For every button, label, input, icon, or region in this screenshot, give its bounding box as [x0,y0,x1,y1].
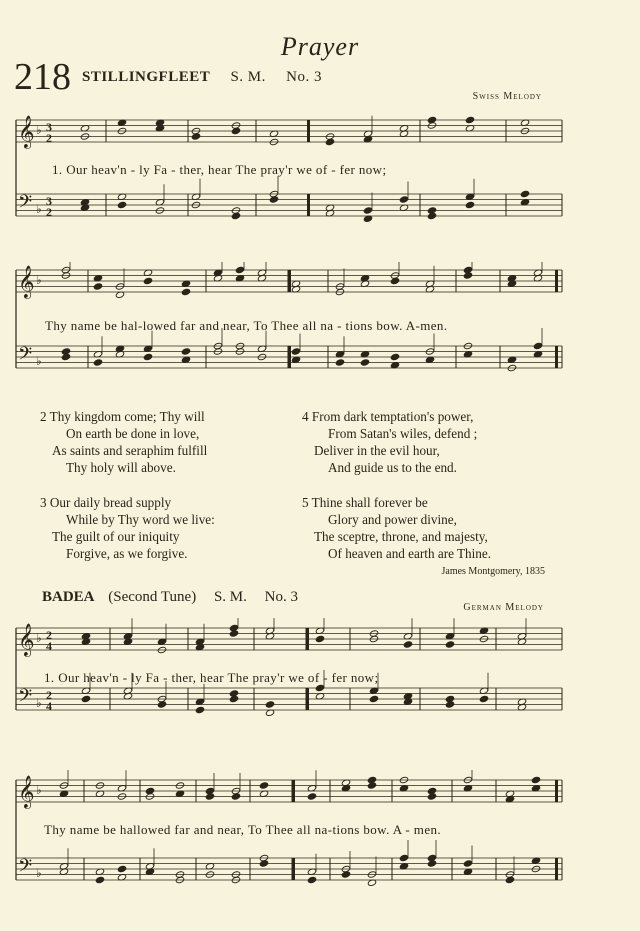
time-signature: 3 [46,194,52,208]
tune-ref: No. 3 [286,69,322,85]
note-head [95,876,104,884]
verse-line: Forgive, as we forgive. [66,546,188,561]
flat-icon: ♭ [36,783,42,797]
note-head [307,876,316,884]
note-head [533,342,542,350]
verse-5 [302,494,491,562]
flat-icon: ♭ [36,354,42,368]
lyrics-line-2: Thy name be hal-lowed far and near, To Thee all na - tions bow. A-men. [45,318,448,333]
verse-line: Deliver in the evil hour, [314,443,440,458]
verse-line: 4 From dark temptation's power, [302,409,474,424]
note-head [399,854,408,862]
note-head [369,695,378,703]
verse-line: The guilt of our iniquity [52,529,180,544]
double-bar-line [288,346,291,368]
verse-line: Thy holy will above. [66,460,176,475]
verse-4 [302,408,477,476]
tune-subtitle: (Second Tune) [108,589,197,605]
tune-name: STILLINGFLEET [82,69,211,85]
note-head [93,283,102,291]
flat-icon: ♭ [36,202,42,216]
note-head [181,348,190,356]
note-head [195,706,204,714]
verse-line: Glory and power divine, [328,512,457,527]
verse-line: 3 Our daily bread supply [40,495,172,510]
note-head [465,116,474,124]
note-head [93,359,102,367]
note-head [445,641,454,649]
lyrics-line-4: Thy name be hallowed far and near, To Thee all na-tions bow. A - men. [44,822,442,837]
flat-icon: ♭ [36,273,42,287]
flat-icon: ♭ [36,696,42,710]
flat-icon: ♭ [36,631,42,645]
double-bar-line [555,270,558,292]
lyrics-line-3: 1. Our heav'n - ly Fa - ther, hear The pray'r we of - fer now; [44,670,379,685]
lyrics-line-1: 1. Our heav'n - ly Fa - ther, hear The pray'r we of - fer now; [52,162,387,177]
double-bar-line [555,780,558,802]
hymn-number: 218 [14,56,71,98]
bass-clef-icon: 𝄢 [18,856,33,881]
verse-line: The sceptre, throne, and majesty, [314,529,488,544]
note-head [315,635,324,643]
double-bar-line [292,858,295,880]
tune-ref: No. 3 [264,589,298,605]
verse-author: James Montgomery, 1835 [441,566,545,577]
bass-clef-icon: 𝄢 [18,686,33,711]
note-head [143,353,152,361]
bass-clef-icon: 𝄢 [18,192,33,217]
verse-2 [40,408,207,476]
note-head [403,641,412,649]
bass-clef-icon: 𝄢 [18,344,33,369]
note-head [399,196,408,204]
note-head [235,266,244,274]
double-bar-line [555,858,558,880]
tune-name: BADEA [42,589,95,605]
note-head [335,359,344,367]
time-signature: 4 [46,639,52,653]
note-head [265,701,274,709]
verse-line: While by Thy word we live: [66,512,215,527]
note-head [291,348,300,356]
note-head [143,277,152,285]
verse-line: And guide us to the end. [328,460,457,475]
time-signature: 3 [46,120,52,134]
note-head [181,288,190,296]
time-signature: 4 [46,699,52,713]
tune-origin: Swiss Melody [472,91,542,102]
note-head [531,776,540,784]
verse-3 [40,494,215,562]
double-bar-line [307,120,310,142]
double-bar-line [306,628,309,650]
time-signature: 2 [46,688,52,702]
double-bar-line [307,194,310,216]
section-title: Prayer [280,32,360,61]
note-head [117,201,126,209]
treble-clef-icon: 𝄞 [18,623,35,656]
note-head [259,782,268,790]
treble-clef-icon: 𝄞 [18,775,35,808]
treble-clef-icon: 𝄞 [18,115,35,148]
tune-origin: German Melody [463,602,544,613]
time-signature: 2 [46,131,52,145]
double-bar-line [288,270,291,292]
note-head [479,695,488,703]
verse-line: On earth be done in love, [66,426,200,441]
tune-meter: S. M. [230,69,266,85]
verse-line: Of heaven and earth are Thine. [328,546,492,561]
note-head [81,695,90,703]
verse-line: As saints and seraphim fulfill [52,443,208,458]
flat-icon: ♭ [36,866,42,880]
verse-line: 5 Thine shall forever be [302,495,428,510]
time-signature: 2 [46,205,52,219]
note-head [463,860,472,868]
double-bar-line [306,688,309,710]
note-head [390,353,399,361]
music-system-4 [0,770,640,920]
double-bar-line [555,346,558,368]
time-signature: 2 [46,628,52,642]
note-head [360,359,369,367]
verse-line: 2 Thy kingdom come; Thy will [40,409,205,424]
note-head [520,190,529,198]
verse-line: From Satan's wiles, defend ; [328,426,478,441]
tune-header-badea [42,589,298,606]
note-head [117,865,126,873]
note-head [465,201,474,209]
tune-meter: S. M. [213,589,247,605]
note-head [307,793,316,801]
flat-icon: ♭ [36,123,42,137]
double-bar-line [292,780,295,802]
note-head [363,207,372,215]
treble-clef-icon: 𝄞 [18,265,35,298]
tune-header-stillingfleet [82,69,322,86]
